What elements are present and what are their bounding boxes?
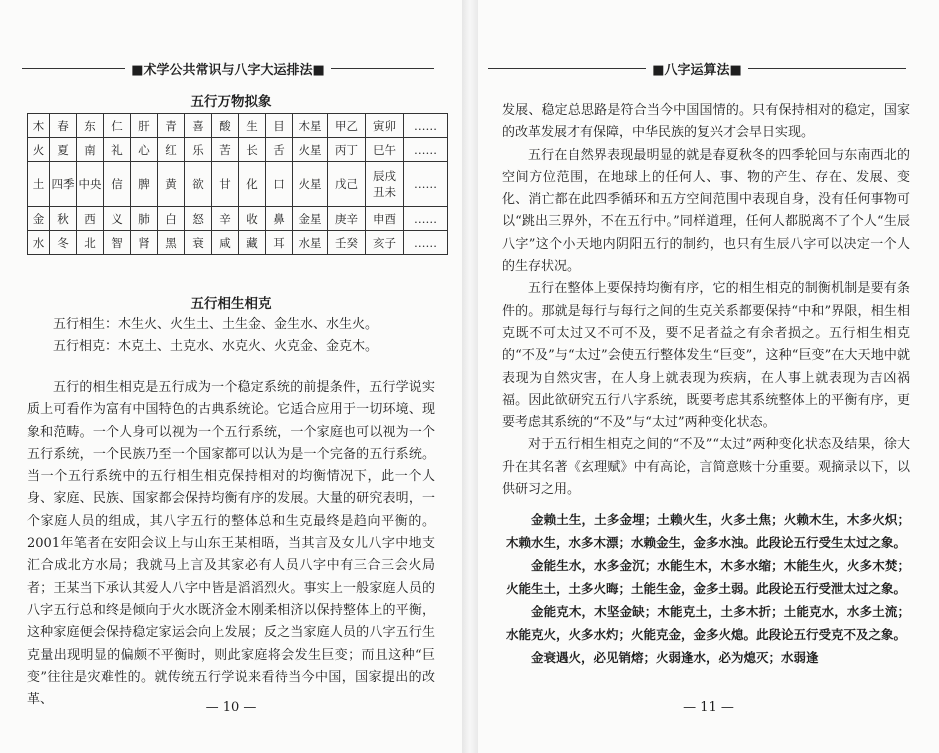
right-paragraph-4: 对于五行相生相克之间的“不及”“太过”两种变化状态及结果，徐大升在其名著《玄理赋》中有高论，言简意赅十分重要。观摘录以下，以供研习之用。 bbox=[502, 437, 910, 498]
header-rule-right bbox=[748, 68, 906, 69]
left-body-text bbox=[27, 377, 435, 711]
table-cell: 酸 bbox=[212, 114, 239, 138]
table-cell: 肝 bbox=[131, 114, 158, 138]
table-cell: 义 bbox=[104, 207, 131, 231]
header-rule-right bbox=[331, 68, 434, 69]
sheng-ke-lines bbox=[27, 314, 435, 359]
table-cell: 心 bbox=[131, 138, 158, 162]
table-cell: 亥子 bbox=[366, 231, 404, 255]
table-cell: 金星 bbox=[293, 207, 328, 231]
table-cell: 青 bbox=[158, 114, 185, 138]
table-cell: 苦 bbox=[212, 138, 239, 162]
table-cell: 火 bbox=[28, 138, 50, 162]
right-body-text bbox=[502, 100, 910, 501]
table-cell: 水星 bbox=[293, 231, 328, 255]
table-cell: 乐 bbox=[185, 138, 212, 162]
table-cell: 黄 bbox=[158, 162, 185, 207]
table-title: 五行万物拟象 bbox=[190, 94, 272, 110]
table-cell: 寅卯 bbox=[366, 114, 404, 138]
quote-ke: 金能克木，木坚金缺；木能克土，土多木折；土能克水，水多土流；水能克火，火多水灼；火能克金，金多火熄。此段论五行受克不及之象。 bbox=[506, 604, 910, 642]
table-cell: 肺 bbox=[131, 207, 158, 231]
table-cell: 礼 bbox=[104, 138, 131, 162]
table-cell: 金 bbox=[28, 207, 50, 231]
five-elements-table bbox=[27, 113, 448, 255]
table-cell: 收 bbox=[239, 207, 266, 231]
table-cell: 智 bbox=[104, 231, 131, 255]
table-cell: …… bbox=[404, 231, 448, 255]
table-cell: 辰戌 丑未 bbox=[366, 162, 404, 207]
table-cell: 怒 bbox=[185, 207, 212, 231]
right-header-title: ■八字运算法■ bbox=[652, 62, 742, 78]
table-cell: 申酉 bbox=[366, 207, 404, 231]
table-cell: 甘 bbox=[212, 162, 239, 207]
table-cell: …… bbox=[404, 138, 448, 162]
table-cell: 春 bbox=[50, 114, 77, 138]
left-page-number: — 10 — bbox=[205, 700, 257, 715]
table-cell: 水 bbox=[28, 231, 50, 255]
table-cell: 南 bbox=[77, 138, 104, 162]
table-row bbox=[28, 162, 448, 207]
table-cell: 红 bbox=[158, 138, 185, 162]
table-cell: 咸 bbox=[212, 231, 239, 255]
xuanli-fu-quotes bbox=[506, 508, 910, 669]
table-row bbox=[28, 207, 448, 231]
table-cell: 信 bbox=[104, 162, 131, 207]
sheng-line: 五行相生：木生火、火生土、土生金、金生水、水生火。 bbox=[53, 317, 379, 332]
table-cell: …… bbox=[404, 162, 448, 207]
table-cell: 耳 bbox=[266, 231, 293, 255]
table-cell: 中央 bbox=[77, 162, 104, 207]
ke-line: 五行相克：木克土、土克水、水克火、火克金、金克木。 bbox=[53, 339, 379, 355]
table-cell: 丙丁 bbox=[328, 138, 366, 162]
table-cell: 甲乙 bbox=[328, 114, 366, 138]
right-paragraph-3: 五行在整体上要保持均衡有序，它的相生相克的制衡机制是要有条件的。那就是每行与每行之间的生克关系都要保持“中和”界限，相生相克既不可太过又不可不及，要不足者益之有余者损之。五行相生相克的“不及”与“太过”会使五行整体发生“巨变”，这种“巨变”在大天地中就表现为自然灾害，在人身上就表现为疾病，在人事上就表现为吉凶祸福。因此欲研究五行八字系统，既要考虑其系统整体上的平衡有序，更要考虑其系统的“不及”与“太过”两种变化状态。 bbox=[502, 281, 910, 431]
table-cell: 庚辛 bbox=[328, 207, 366, 231]
right-paragraph-1: 发展、稳定总思路是符合当今中国国情的。只有保持相对的稳定，国家的改革发展才有保障，中华民族的复兴才会早日实现。 bbox=[502, 103, 910, 141]
quote-xie: 金能生水，水多金沉；水能生木，木多水缩；木能生火，火多木焚；火能生土，土多火晦；土能生金，金多土弱。此段论五行受泄太过之象。 bbox=[506, 558, 910, 596]
table-cell: 脾 bbox=[131, 162, 158, 207]
table-cell: 东 bbox=[77, 114, 104, 138]
table-cell: 巳午 bbox=[366, 138, 404, 162]
table-cell: 北 bbox=[77, 231, 104, 255]
table-cell: 长 bbox=[239, 138, 266, 162]
table-cell: 口 bbox=[266, 162, 293, 207]
table-cell: 藏 bbox=[239, 231, 266, 255]
table-cell: 仁 bbox=[104, 114, 131, 138]
right-paragraph-2: 五行在自然界表现最明显的就是春夏秋冬的四季轮回与东南西北的空间方位范围，在地球上的任何人、事、物的产生、存在、发展、变化、消亡都在此四季循环和五方空间范围中表现自身，没有任何事物可以“跳出三界外，不在五行中。”同样道理，任何人都脱离不了个人“生辰八字”这个小天地内阴阳五行的制约，也只有生辰八字可以决定一个人的生存状况。 bbox=[502, 147, 910, 275]
table-row bbox=[28, 231, 448, 255]
quote-sheng: 金赖土生，土多金埋；土赖火生，火多土焦；火赖木生，木多火炽；木赖水生，水多木漂；水赖金生，金多水浊。此段论五行受生太过之象。 bbox=[506, 512, 910, 550]
table-cell: 欲 bbox=[185, 162, 212, 207]
table-cell: 火星 bbox=[293, 138, 328, 162]
table-cell: 戊己 bbox=[328, 162, 366, 207]
table-cell: …… bbox=[404, 114, 448, 138]
table-cell: 黑 bbox=[158, 231, 185, 255]
left-running-header bbox=[22, 58, 434, 78]
table-cell: 四季 bbox=[50, 162, 77, 207]
table-cell: 化 bbox=[239, 162, 266, 207]
table-cell: …… bbox=[404, 207, 448, 231]
table-cell: 肾 bbox=[131, 231, 158, 255]
table-cell: 土 bbox=[28, 162, 50, 207]
table-row bbox=[28, 138, 448, 162]
table-cell: 火星 bbox=[293, 162, 328, 207]
table-cell: 辛 bbox=[212, 207, 239, 231]
table-cell: 舌 bbox=[266, 138, 293, 162]
table-cell: 秋 bbox=[50, 207, 77, 231]
table-row bbox=[28, 114, 448, 138]
book-gutter bbox=[462, 0, 478, 753]
header-rule-left bbox=[22, 68, 125, 69]
table-cell: 喜 bbox=[185, 114, 212, 138]
table-cell: 西 bbox=[77, 207, 104, 231]
header-rule-left bbox=[488, 68, 646, 69]
quote-shuai: 金衰遇火，必见销熔；火弱逢水，必为熄灭；水弱逢 bbox=[531, 650, 819, 665]
table-cell: 壬癸 bbox=[328, 231, 366, 255]
left-page bbox=[0, 0, 462, 753]
right-running-header bbox=[488, 58, 906, 78]
table-cell: 衰 bbox=[185, 231, 212, 255]
table-cell: 鼻 bbox=[266, 207, 293, 231]
table-cell: 木 bbox=[28, 114, 50, 138]
left-header-title: ■术学公共常识与八字大运排法■ bbox=[131, 62, 325, 78]
right-page-number: — 11 — bbox=[683, 700, 734, 715]
table-cell: 生 bbox=[239, 114, 266, 138]
table-cell: 木星 bbox=[293, 114, 328, 138]
left-body-paragraph: 五行的相生相克是五行成为一个稳定系统的前提条件，五行学说实质上可看作为富有中国特色的古典系统论。它适合应用于一切环境、现象和范畴。一个人身可以视为一个五行系统，一个家庭也可以视为一个五行系统，一个民族乃至一个国家都可以认为是一个完备的五行系统。当一个五行系统中的五行相生相克保持相对的均衡情况下，此一个人身、家庭、民族、国家都会保持均衡有序的发展。大量的研究表明，一个家庭人员的组成，其八字五行的整体总和生克最终是趋向平衡的。2001年笔者在安阳会议上与山东王某相晤，当其言及女儿八字中地支汇合成北方水局；我就马上言及其家必有人员八字中有三合三会火局者；王某当下承认其爱人八字中皆是滔滔烈火。事实上一般家庭人员的八字五行总和终是倾向于火水既济金木刚柔相济以保持整体上的平衡，这种家庭便会保持稳定家运会向上发展；反之当家庭人员的八字五行生克量出现明显的偏颇不平衡时，则此家庭将会发生巨变；而且这种“巨变”往往是灾难性的。就传统五行学说来看待当今中国，国家提出的改革、 bbox=[27, 380, 435, 708]
table-cell: 白 bbox=[158, 207, 185, 231]
table-cell: 夏 bbox=[50, 138, 77, 162]
section-title: 五行相生相克 bbox=[190, 296, 272, 312]
table-cell: 冬 bbox=[50, 231, 77, 255]
right-page bbox=[478, 0, 939, 753]
table-cell: 目 bbox=[266, 114, 293, 138]
